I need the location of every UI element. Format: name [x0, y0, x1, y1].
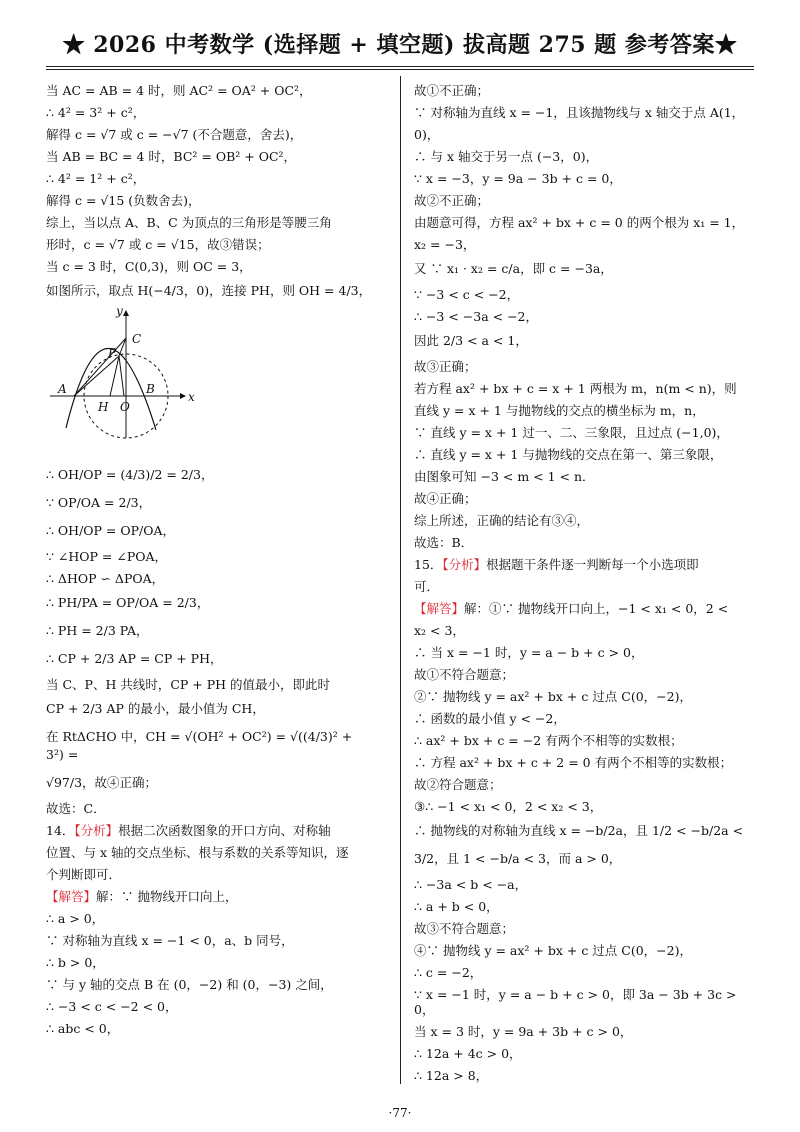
text-line: ∴ ΔHOP ∽ ΔPOA， [46, 571, 165, 586]
text-line: ∴ 函数的最小值 y < −2， [414, 711, 566, 726]
label-o: O [120, 400, 130, 414]
text-line: 故③正确； [414, 359, 477, 374]
text-line: 由图象可知 −3 < m < 1 < n． [414, 469, 595, 484]
header-rule-top [46, 66, 754, 67]
text-line: 故④正确； [414, 491, 477, 506]
segment-ap [74, 356, 119, 396]
text-line: ∴ 直线 y = x + 1 与抛物线的交点在第一、第三象限， [414, 447, 723, 462]
text-line: ∴ 4² = 3² + c²， [46, 105, 146, 120]
text-line: 故①不符合题意； [414, 667, 515, 682]
text-line: ∵ −3 < c < −2， [414, 287, 520, 302]
text-line: ∴ −3 < −3a < −2， [414, 309, 538, 324]
text-line: 如图所示，取点 H(−4/3，0)，连接 PH，则 OH = 4/3， [46, 283, 372, 298]
y-axis-arrow [123, 310, 129, 316]
segment-ac [74, 338, 126, 396]
text-line: 当 c = 3 时，C(0,3)，则 OC = 3， [46, 259, 252, 274]
solution-tag: 【解答】 [46, 889, 97, 904]
text-line: 3/2，且 1 < −b/a < 3，而 a > 0， [414, 851, 622, 866]
text-line: 又 ∵ x₁ · x₂ = c/a，即 c = −3a， [414, 261, 613, 276]
text-line: 在 RtΔCHO 中，CH = √(OH² + OC²) = √((4/3)² + 3²) = [46, 729, 353, 762]
question-14-analysis [46, 820, 372, 842]
text-line: ∵ 直线 y = x + 1 过一、二、三象限，且过点 (−1,0)， [414, 425, 729, 440]
text-line: ∴ 抛物线的对称轴为直线 x = −b/2a，且 1/2 < −b/2a < [414, 823, 744, 838]
text-line: 可． [414, 579, 440, 594]
text-line: ∵ x = −1 时，y = a − b + c > 0，即 3a − 3b + 3c > 0， [414, 987, 737, 1017]
text-line: ②∵ 抛物线 y = ax² + bx + c 过点 C(0，−2)， [414, 689, 692, 704]
page-number: ·77· [388, 1106, 412, 1120]
text-line: ∴ PH = 2/3 PA， [46, 623, 149, 638]
text-line: ∵ OP/OA = 2/3， [46, 495, 152, 510]
text-line: 故②符合题意； [414, 777, 502, 792]
x-axis-arrow [180, 393, 186, 399]
text-line: 综上，当以点 A、B、C 为顶点的三角形是等腰三角 [46, 215, 332, 230]
text-line: ∴ CP + 2/3 AP = CP + PH， [46, 651, 223, 666]
question-14-solution [46, 886, 372, 908]
header-rule-bottom [46, 69, 754, 70]
text-line: 解得 c = √15 (负数舍去)， [46, 193, 201, 208]
text-line: 0)， [414, 127, 440, 142]
text-line: ∵ 与 y 轴的交点 B 在 (0，−2) 和 (0，−3) 之间， [46, 977, 333, 992]
solution-text: 解：∵ 抛物线开口向上， [96, 889, 238, 904]
analysis-text: 根据二次函数图象的开口方向、对称轴 [118, 823, 331, 838]
text-line: 形时，c = √7 或 c = √15，故③错误； [46, 237, 270, 252]
page-header: ★ 2026 中考数学 (选择题 + 填空题) 拔高题 275 题 参考答案★ [62, 32, 738, 58]
question-15-solution [414, 598, 754, 620]
text-line: 当 AC = AB = 4 时，则 AC² = OA² + OC²， [46, 83, 312, 98]
text-line: ∴ 与 x 轴交于另一点 (−3，0)， [414, 149, 599, 164]
text-line: 若方程 ax² + bx + c = x + 1 两根为 m，n(m < n)，则 [414, 381, 737, 396]
text-line: ∴ a + b < 0， [414, 899, 499, 914]
text-line: ∵ 对称轴为直线 x = −1 < 0，a、b 同号， [46, 933, 294, 948]
text-line: ∴ a > 0， [46, 911, 105, 926]
text-line: 个判断即可． [46, 867, 122, 882]
text-line: 位置、与 x 轴的交点坐标、根与系数的关系等知识，逐 [46, 845, 349, 860]
text-line: ④∵ 抛物线 y = ax² + bx + c 过点 C(0，−2)， [414, 943, 692, 958]
segment-hp [110, 356, 119, 396]
text-line: ∴ −3a < b < −a， [414, 877, 528, 892]
analysis-text: 根据题干条件逐一判断每一个小选项即 [486, 557, 699, 572]
text-line: x₂ = −3， [414, 237, 476, 252]
question-number: 15． [414, 557, 443, 572]
text-line: 当 AB = BC = 4 时，BC² = OB² + OC²， [46, 149, 297, 164]
solution-text: 解：①∵ 抛物线开口向上，−1 < x₁ < 0，2 < [464, 601, 729, 616]
left-column [46, 80, 372, 1040]
text-line: ∴ 方程 ax² + bx + c + 2 = 0 有两个不相等的实数根； [414, 755, 733, 770]
text-line: ∴ ax² + bx + c = −2 有两个不相等的实数根； [414, 733, 683, 748]
text-line: ∴ −3 < c < −2 < 0， [46, 999, 178, 1014]
label-p: P [108, 346, 117, 360]
text-line: CP + 2/3 AP 的最小，最小值为 CH， [46, 701, 265, 716]
text-line: √97/3，故④正确； [46, 775, 158, 790]
label-a: A [58, 382, 67, 396]
text-line: 故②不正确； [414, 193, 490, 208]
text-line: 故选：C． [46, 801, 106, 816]
segment-pc [119, 338, 126, 356]
segment-po [119, 356, 124, 396]
text-line: 故选：B． [414, 535, 474, 550]
question-15-analysis [414, 554, 754, 576]
text-line: ∴ OH/OP = (4/3)/2 = 2/3， [46, 467, 214, 482]
label-h: H [98, 400, 109, 414]
text-line: 由题意可得，方程 ax² + bx + c = 0 的两个根为 x₁ = 1， [414, 215, 745, 230]
parabola-figure [46, 304, 246, 458]
text-line: ∴ 12a > 8， [414, 1068, 489, 1083]
question-number: 14． [46, 823, 75, 838]
text-line: ∵ 对称轴为直线 x = −1，且该抛物线与 x 轴交于点 A(1， [414, 105, 745, 120]
text-line: ∴ 12a + 4c > 0， [414, 1046, 522, 1061]
text-line: 当 x = 3 时，y = 9a + 3b + c > 0， [414, 1024, 633, 1039]
label-y: y [116, 304, 123, 318]
text-line: 故①不正确； [414, 83, 490, 98]
analysis-tag: 【分析】 [74, 823, 119, 838]
analysis-tag: 【分析】 [442, 557, 487, 572]
text-line: ∴ c = −2， [414, 965, 483, 980]
text-line: 当 C、P、H 共线时，CP + PH 的值最小，即此时 [46, 677, 331, 692]
text-line: ∵ x = −3，y = 9a − 3b + c = 0， [414, 171, 622, 186]
text-line: ∴ 当 x = −1 时，y = a − b + c > 0， [414, 645, 644, 660]
text-line: x₂ < 3， [414, 623, 465, 638]
text-line: ③∴ −1 < x₁ < 0，2 < x₂ < 3， [414, 799, 603, 814]
label-x: x [188, 390, 195, 404]
text-line: ∴ OH/OP = OP/OA， [46, 523, 176, 538]
text-line: 因此 2/3 < a < 1， [414, 333, 528, 348]
solution-tag: 【解答】 [414, 601, 465, 616]
right-column [414, 80, 754, 1087]
text-line: 直线 y = x + 1 与抛物线的交点的横坐标为 m，n， [414, 403, 705, 418]
label-c: C [132, 332, 142, 346]
text-line: 解得 c = √7 或 c = −√7 (不合题意，舍去)， [46, 127, 303, 142]
text-line: ∴ b > 0， [46, 955, 105, 970]
text-line: ∴ PH/PA = OP/OA = 2/3， [46, 595, 210, 610]
column-divider [400, 76, 401, 1084]
text-line: ∴ 4² = 1² + c²， [46, 171, 146, 186]
text-line: 故③不符合题意； [414, 921, 515, 936]
text-line: ∵ ∠HOP = ∠POA， [46, 549, 168, 564]
text-line: 综上所述，正确的结论有③④， [414, 513, 590, 528]
label-b: B [146, 382, 155, 396]
text-line: ∴ abc < 0， [46, 1021, 120, 1036]
